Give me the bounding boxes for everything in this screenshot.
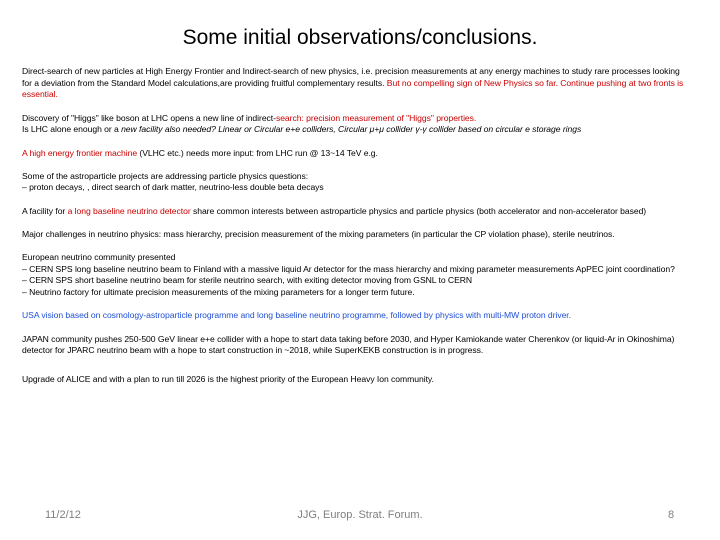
highlight-red: A high energy frontier machine xyxy=(22,147,138,158)
text: – Neutrino factory for ultimate precision measurements of the mixing parameters for a longer term future. xyxy=(22,287,415,298)
paragraph-european-community xyxy=(22,252,690,299)
text: share common interests between astroparticle physics and particle physics (both accelerator and non-accelerator based) xyxy=(190,205,647,216)
text: Direct-search of new particles at High Energy Frontier and Indirect-search of new physics, i.e. precision measurements at any energy machines to study rare processes looking for a deviation from the Standard Model calculations,are providing fruitful complementary results. xyxy=(22,66,680,88)
text: Upgrade of ALICE and with a plan to run till 2026 is the highest priority of the European Heavy Ion community. xyxy=(22,373,434,384)
highlight-red: But no compelling sign of New Physics so far. Continue pushing at two fronts is essential. xyxy=(22,77,684,100)
highlight-blue: USA vision based on cosmology-astroparticle programme and long baseline neutrino programme, followed by physics with multi-MW proton driver. xyxy=(22,310,571,321)
text: JAPAN community pushes 250-500 GeV linear e+e collider with a hope to start data taking before 2030, and Hyper Kamiokande water Cherenkov (or liquid-Ar in Okinoshima) detector for JPARC neutrino beam with a hope to start construction in ~2018, while SuperKEKB construction is in progress. xyxy=(22,333,675,356)
paragraph-direct-indirect-search xyxy=(22,66,690,101)
text: Major challenges in neutrino physics: mass hierarchy, precision measurement of the mixing parameters (in particular the CP violation phase), sterile neutrinos. xyxy=(22,228,615,239)
highlight-red: a long baseline neutrino detector xyxy=(67,205,191,216)
text: – proton decays, , direct search of dark matter, neutrino-less double beta decays xyxy=(22,182,324,193)
text: Discovery of "Higgs" like boson at LHC opens a new line of indirect- xyxy=(22,112,276,123)
text: Is LHC alone enough or a xyxy=(22,124,122,135)
text: A facility for xyxy=(22,205,68,216)
text: European neutrino community presented xyxy=(22,252,176,263)
paragraph-alice-upgrade xyxy=(22,374,690,386)
highlight-red: search: precision measurement of "Higgs" properties. xyxy=(275,112,477,123)
text: – CERN SPS short baseline neutrino beam for sterile neutrino search, with exiting detector moving from GSNL to CERN xyxy=(22,275,473,286)
paragraph-japan-community xyxy=(22,334,690,357)
text: (VLHC etc.) needs more input: from LHC run @ 13~14 TeV e.g. xyxy=(137,147,378,158)
slide-title: Some initial observations/conclusions. xyxy=(182,26,538,49)
paragraph-neutrino-facility xyxy=(22,206,690,218)
slide-body xyxy=(22,66,690,397)
text: – CERN SPS long baseline neutrino beam to Finland with a massive liquid Ar detector for the mass hierarchy and mixing parameter measurements ApPEC joint coordination? xyxy=(22,263,675,274)
footer-author: JJG, Europ. Strat. Forum. xyxy=(297,509,423,521)
paragraph-high-energy-machine xyxy=(22,148,690,160)
paragraph-astroparticle xyxy=(22,171,690,194)
page-number: 8 xyxy=(668,509,675,521)
footer-date: 11/2/12 xyxy=(45,509,81,521)
text: Some of the astroparticle projects are addressing particle physics questions: xyxy=(22,170,309,181)
paragraph-usa-vision xyxy=(22,310,690,322)
paragraph-higgs-discovery xyxy=(22,113,690,136)
italic-text: new facility also needed? Linear or Circular e+e colliders, Circular μ+μ collider γ-γ collider based on circular e storage rings xyxy=(121,124,582,135)
paragraph-neutrino-challenges xyxy=(22,229,690,241)
